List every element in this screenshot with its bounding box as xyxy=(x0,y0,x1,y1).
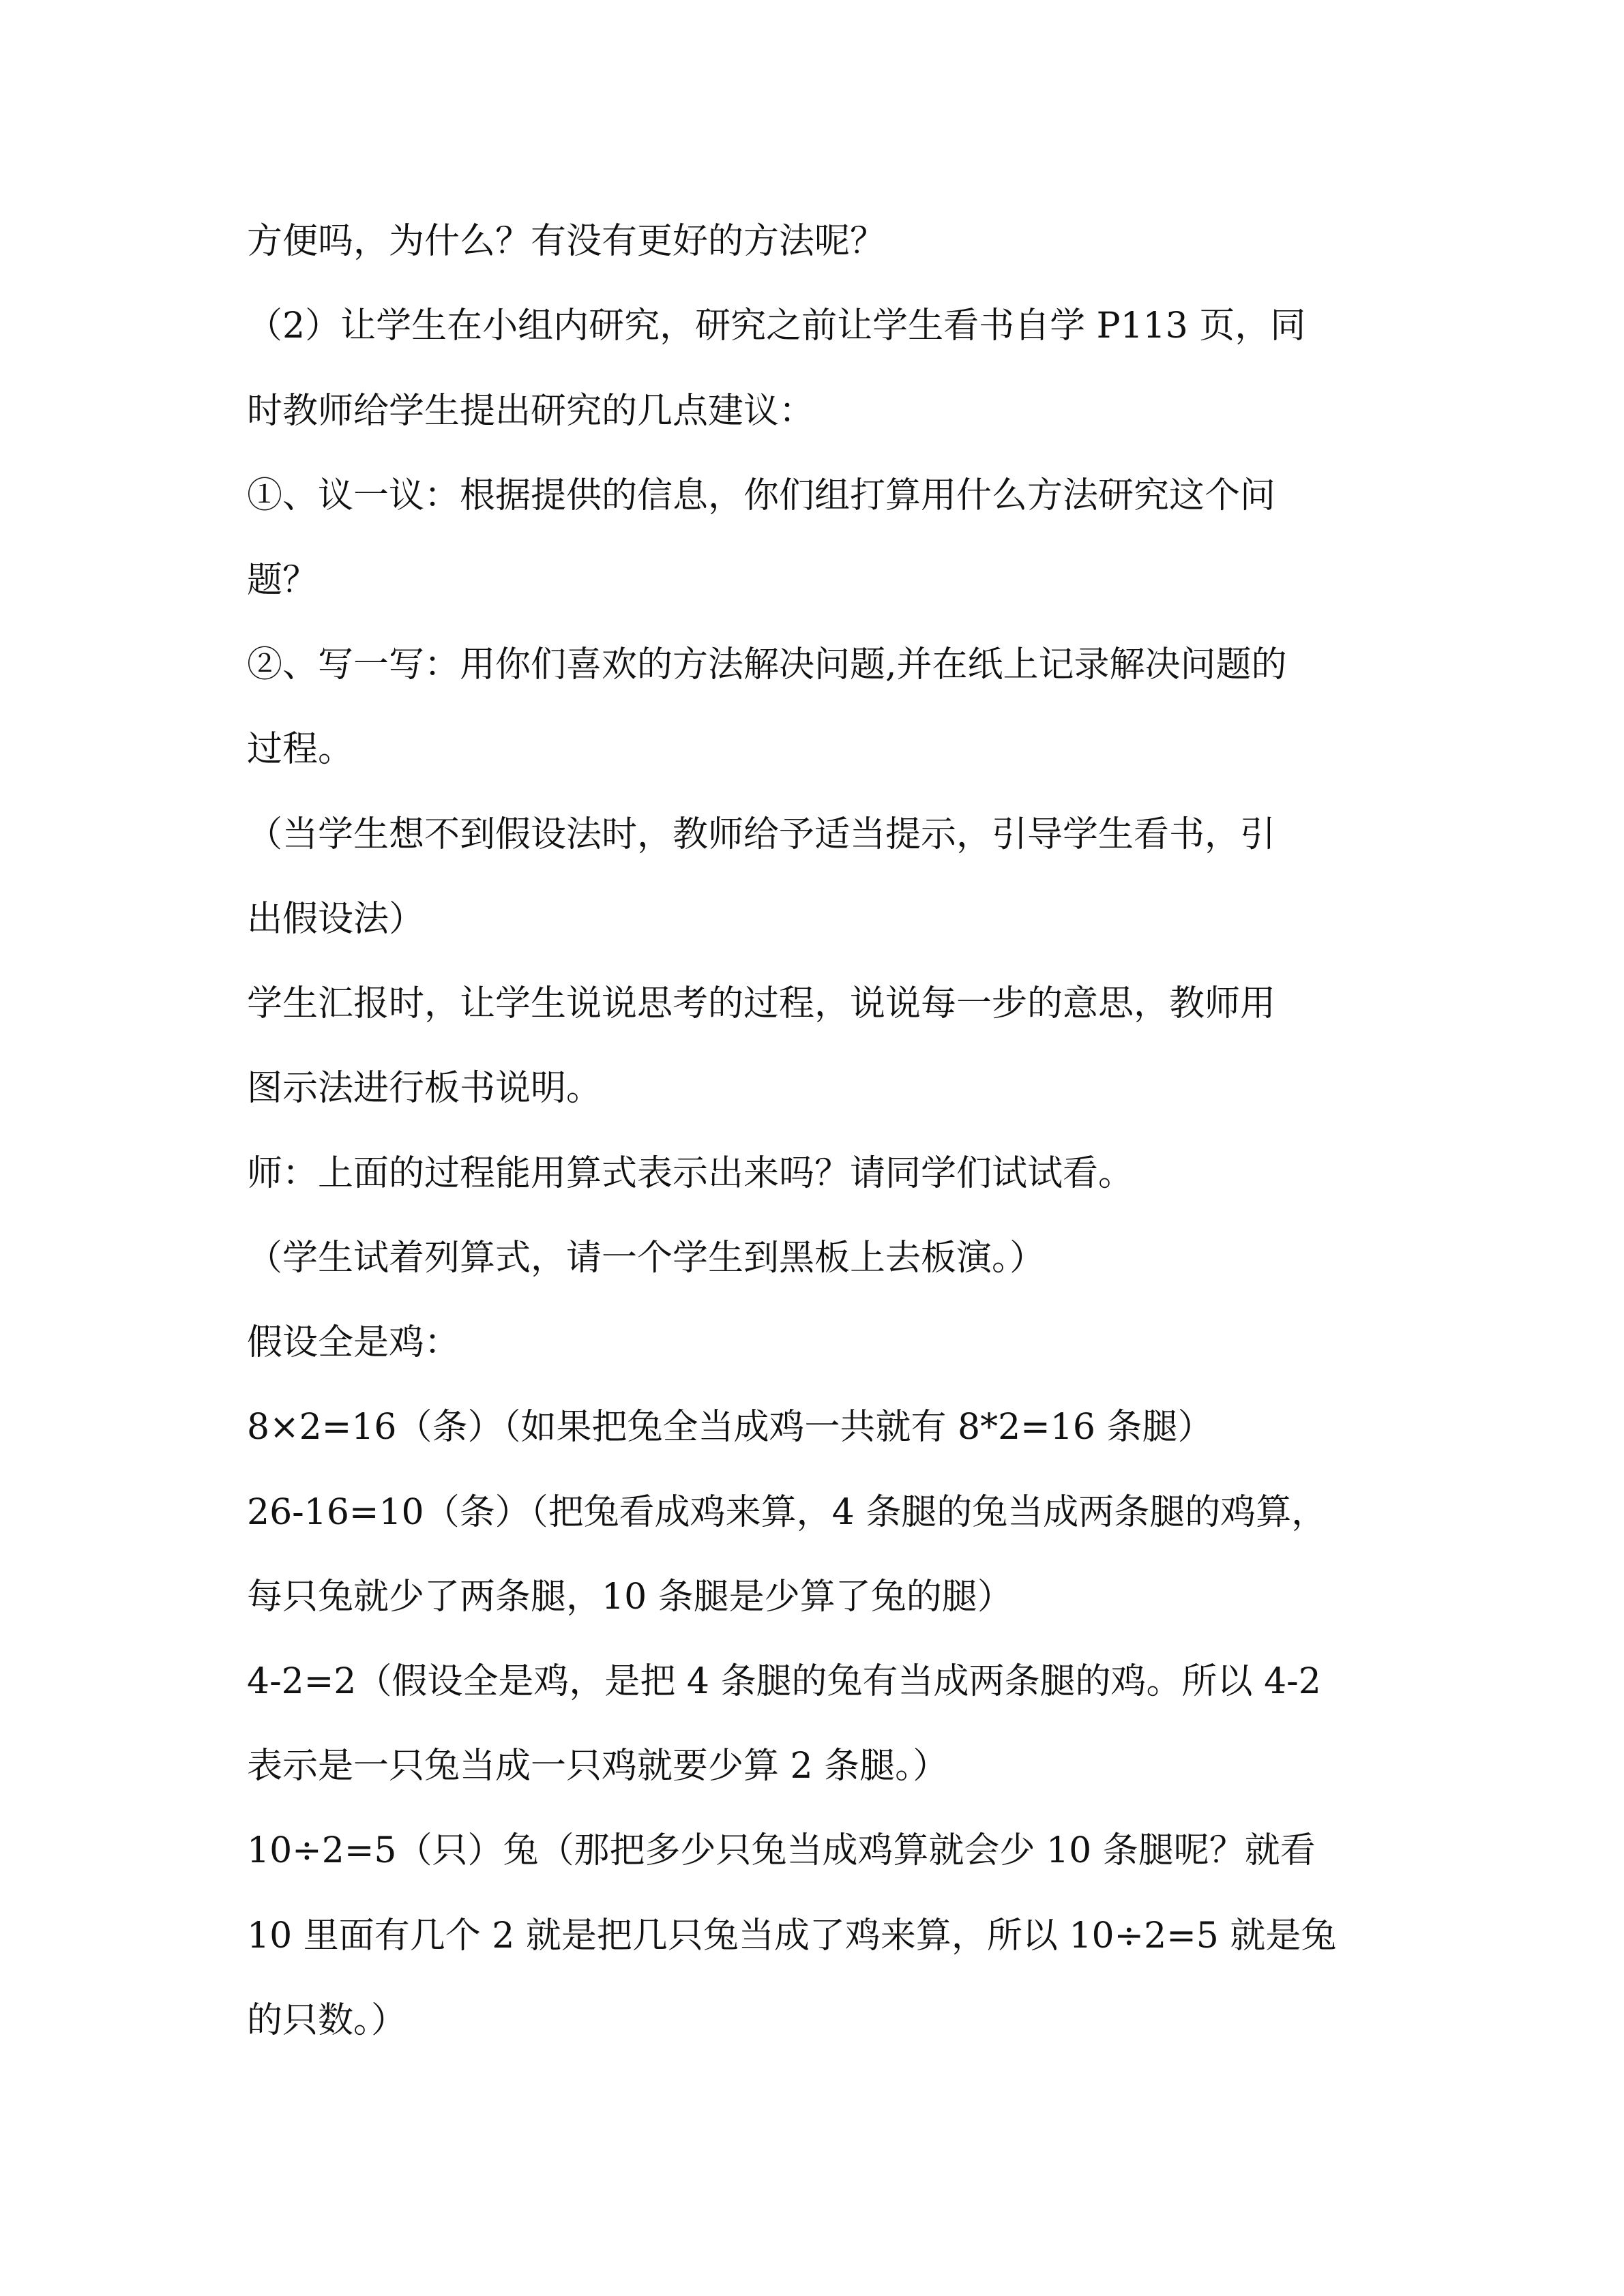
text-line-8: （当学生想不到假设法时，教师给予适当提示，引导学生看书，引 xyxy=(247,814,1276,855)
text-line-9: 出假设法） xyxy=(247,899,425,940)
text-line-1: 方便吗，为什么？有没有更好的方法呢？ xyxy=(247,221,886,262)
text-line-19: 表示是一只兔当成一只鸡就要少算 2 条腿。） xyxy=(247,1746,949,1787)
text-line-18: 4-2=2（假设全是鸡，是把 4 条腿的兔有当成两条腿的鸡。所以 4-2 xyxy=(247,1661,1321,1702)
text-line-15: 8×2=16（条）（如果把兔全当成鸡一共就有 8*2=16 条腿） xyxy=(247,1407,1213,1448)
text-line-14: 假设全是鸡： xyxy=(247,1322,460,1363)
text-line-7: 过程。 xyxy=(247,729,354,770)
text-line-13: （学生试着列算式，请一个学生到黑板上去板演。） xyxy=(247,1238,1046,1279)
text-line-17: 每只兔就少了两条腿，10 条腿是少算了兔的腿） xyxy=(247,1577,1013,1617)
text-line-16: 26-16=10（条）（把兔看成鸡来算，4 条腿的兔当成两条腿的鸡算， xyxy=(247,1492,1327,1533)
text-line-20: 10÷2=5（只）兔（那把多少只兔当成鸡算就会少 10 条腿呢？就看 xyxy=(247,1830,1316,1871)
text-line-5: 题？ xyxy=(247,560,319,601)
text-line-6: ②、写一写：用你们喜欢的方法解决问题,并在纸上记录解决问题的 xyxy=(247,644,1287,685)
text-line-22: 的只数。） xyxy=(247,2000,407,2041)
text-line-12: 师：上面的过程能用算式表示出来吗？请同学们试试看。 xyxy=(247,1153,1134,1194)
text-line-10: 学生汇报时，让学生说说思考的过程，说说每一步的意思，教师用 xyxy=(247,983,1276,1024)
text-line-11: 图示法进行板书说明。 xyxy=(247,1068,602,1109)
text-line-21: 10 里面有几个 2 就是把几只兔当成了鸡来算，所以 10÷2=5 就是兔 xyxy=(247,1915,1337,1956)
text-line-4: ①、议一议：根据提供的信息，你们组打算用什么方法研究这个问 xyxy=(247,475,1276,516)
text-line-3: 时教师给学生提出研究的几点建议： xyxy=(247,391,815,432)
text-line-2: （2）让学生在小组内研究，研究之前让学生看书自学 P113 页，同 xyxy=(247,305,1306,346)
